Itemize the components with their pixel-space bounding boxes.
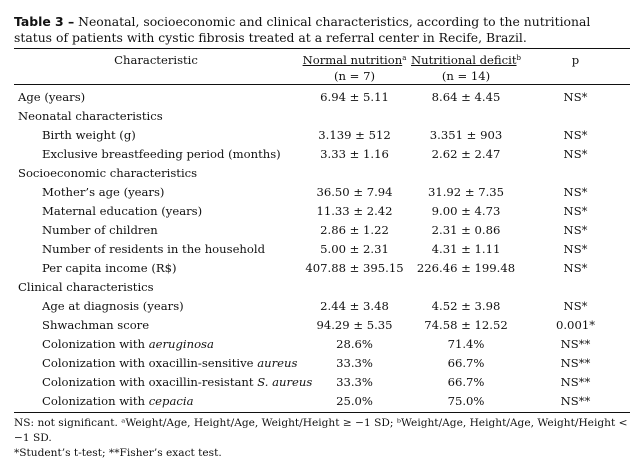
cell-normal: 33.3% (336, 374, 373, 389)
cell-deficit: 66.7% (447, 355, 485, 370)
cell-deficit: 75.0% (411, 391, 521, 413)
row-label-text: Colonization with oxacillin-sensitive (42, 355, 258, 370)
row-label-italic: S. aureus (257, 374, 313, 389)
cell-p: 0.001* (556, 317, 595, 332)
section-label: Clinical characteristics (18, 279, 154, 294)
table-row (14, 201, 630, 220)
cell-normal: 6.94 ± 5.11 (320, 89, 389, 104)
header-deficit-label: Nutritional deficit (411, 53, 517, 67)
row-label: Maternal education (years) (42, 203, 203, 218)
row-label-text: Colonization with (42, 393, 149, 408)
table-row (14, 315, 630, 334)
cell-p: NS* (563, 146, 588, 161)
section-row (14, 163, 630, 182)
row-label-italic: cepacia (148, 393, 194, 408)
cell-p: NS* (563, 127, 588, 142)
table-row (14, 391, 630, 413)
row-label: Number of residents in the household (42, 241, 266, 256)
cell-normal: 2.86 ± 1.22 (320, 222, 389, 237)
cell-p: NS* (563, 89, 588, 104)
cell-p: NS** (560, 336, 591, 351)
cell-p: NS* (563, 222, 588, 237)
row-label: Age at diagnosis (years) (42, 298, 184, 313)
header-normal-label: Normal nutrition (302, 53, 403, 67)
header-deficit-sup: b (516, 54, 521, 62)
row-label (14, 334, 298, 353)
cell-deficit: 66.7% (447, 374, 485, 389)
cell-p: NS** (560, 355, 591, 370)
footnote-line-2: *Student’s t-test; **Fisher’s exact test. (14, 447, 222, 459)
caption-text: Neonatal, socioeconomic and clinical characteristics, according to the nutritional status of patients with cystic fibrosis treated at a referral center in Recife, Brazil. (14, 14, 591, 45)
row-label (14, 391, 298, 413)
cell-normal: 33.3% (336, 355, 373, 370)
cell-normal: 94.29 ± 5.35 (316, 317, 393, 332)
cell-normal: 2.44 ± 3.48 (320, 298, 389, 313)
cell-normal: 36.50 ± 7.94 (316, 184, 393, 199)
cell-normal: 3.139 ± 512 (318, 127, 391, 142)
cell-deficit: 3.351 ± 903 (429, 127, 503, 142)
header-normal-sup: a (402, 54, 407, 62)
footnote-line-1: NS: not significant. ᵃWeight/Age, Height/Age, Weight/Height ≥ −1 SD; ᵇWeight/Age, Height/Age, Weight/Height < −1 SD. (14, 417, 628, 444)
cell-deficit: 226.46 ± 199.48 (416, 260, 516, 275)
header-empty-p (521, 68, 630, 85)
header-deficit-n: (n = 14) (411, 68, 521, 85)
row-label: Age (years) (18, 89, 86, 104)
cell-p: NS* (563, 203, 588, 218)
cell-p: NS** (560, 374, 591, 389)
row-label-text: Colonization with (42, 336, 149, 351)
row-label: Per capita income (R$) (42, 260, 177, 275)
cell-deficit: 2.62 ± 2.47 (431, 146, 501, 161)
table-caption (14, 14, 630, 46)
table-row (14, 85, 630, 107)
section-label: Neonatal characteristics (18, 108, 163, 123)
cell-normal: 11.33 ± 2.42 (316, 203, 393, 218)
cell-deficit: 8.64 ± 4.45 (431, 89, 501, 104)
row-label-italic: aeruginosa (148, 336, 214, 351)
header-deficit (411, 49, 521, 69)
row-label-text: Colonization with oxacillin-resistant (42, 374, 258, 389)
caption-label: Table 3 – (14, 14, 75, 29)
table-row (14, 239, 630, 258)
cell-p: NS** (521, 391, 630, 413)
table-footnote (14, 416, 630, 461)
cell-normal: 25.0% (298, 391, 411, 413)
section-row (14, 277, 630, 296)
row-label: Mother’s age (years) (42, 184, 165, 199)
row-label: Exclusive breastfeeding period (months) (42, 146, 281, 161)
header-empty (14, 68, 298, 85)
table-figure (14, 14, 630, 461)
cell-deficit: 9.00 ± 4.73 (431, 203, 501, 218)
header-normal (298, 49, 411, 69)
table-row (14, 144, 630, 163)
cell-p: NS* (563, 241, 588, 256)
cell-deficit: 4.52 ± 3.98 (431, 298, 501, 313)
table-row (14, 125, 630, 144)
cell-deficit: 31.92 ± 7.35 (427, 184, 505, 199)
characteristics-table (14, 48, 630, 413)
section-label: Socioeconomic characteristics (18, 165, 198, 180)
cell-p: NS* (563, 184, 588, 199)
table-row (14, 372, 630, 391)
cell-deficit: 74.58 ± 12.52 (424, 317, 508, 332)
row-label (14, 353, 298, 372)
table-row (14, 334, 630, 353)
cell-normal: 28.6% (336, 336, 373, 351)
row-label (14, 372, 313, 391)
table-row (14, 258, 630, 277)
table-row (14, 296, 630, 315)
cell-deficit: 71.4% (447, 336, 485, 351)
section-row (14, 106, 630, 125)
row-label: Birth weight (g) (42, 127, 136, 142)
cell-deficit: 4.31 ± 1.11 (431, 241, 501, 256)
row-label: Shwachman score (42, 317, 150, 332)
cell-normal: 5.00 ± 2.31 (320, 241, 389, 256)
row-label: Number of children (42, 222, 158, 237)
cell-normal: 3.33 ± 1.16 (320, 146, 389, 161)
row-label-italic: aureus (257, 355, 298, 370)
header-p: p (521, 49, 630, 69)
cell-normal: 407.88 ± 395.15 (305, 260, 404, 275)
header-normal-n: (n = 7) (298, 68, 411, 85)
cell-p: NS* (563, 298, 588, 313)
table-row (14, 220, 630, 239)
header-characteristic: Characteristic (14, 49, 298, 69)
table-row (14, 353, 630, 372)
table-row (14, 182, 630, 201)
cell-p: NS* (563, 260, 588, 275)
cell-deficit: 2.31 ± 0.86 (431, 222, 501, 237)
